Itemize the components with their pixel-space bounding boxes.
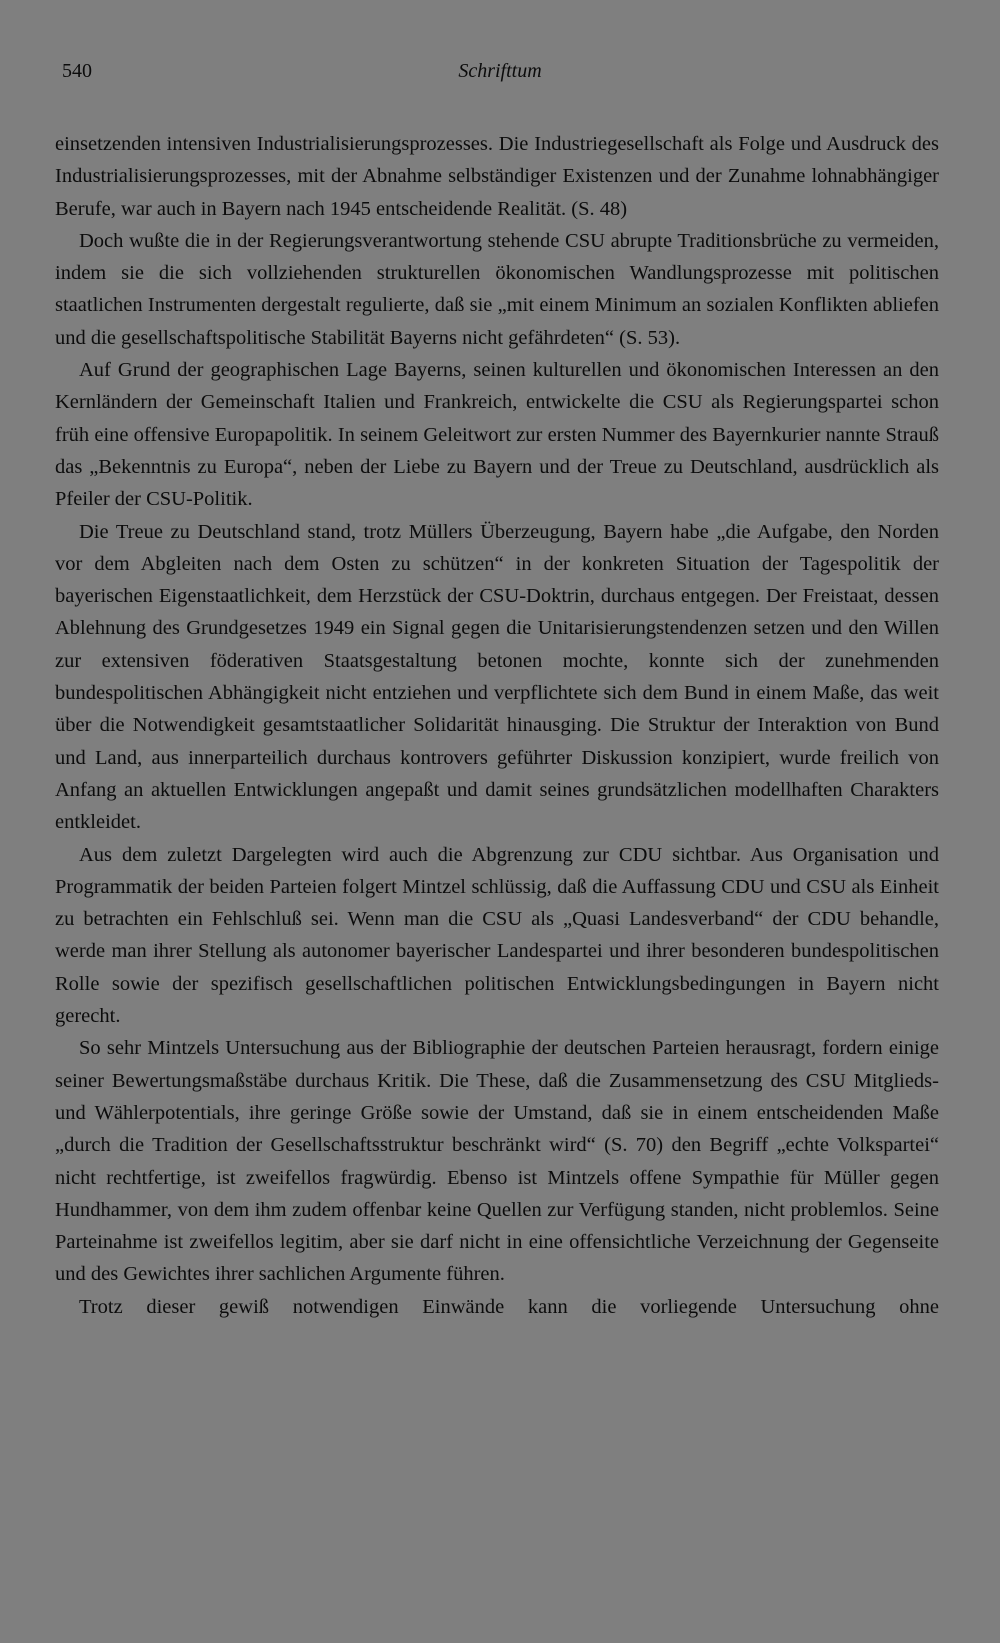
body-text	[55, 128, 939, 1323]
page-header	[62, 60, 938, 90]
paragraph: Aus dem zuletzt Dargelegten wird auch die Abgrenzung zur CDU sichtbar. Aus Organisation und Programmatik der beiden Parteien folgert Mintzel schlüssig, daß die Auffassung CDU und CSU als Einheit zu betrachten ein Fehlschluß sei. Wenn man die CSU als „Quasi Landesverband“ der CDU behandle, werde man ihrer Stellung als autonomer bayerischer Landespartei und ihrer besonderen bundespolitischen Rolle sowie der spezifisch gesellschaftlichen politischen Entwicklungsbedingungen in Bayern nicht gerecht.	[55, 843, 939, 1028]
paragraph: So sehr Mintzels Untersuchung aus der Bibliographie der deutschen Parteien herausragt, fordern einige seiner Bewertungsmaßstäbe durchaus Kritik. Die These, daß die Zusammensetzung des CSU Mitglieds- und Wählerpotentials, ihre geringe Größe sowie der Umstand, daß sie in einem entscheidenden Maße „durch die Tradition der Gesellschaftsstruktur beschränkt wird“ (S. 70) den Begriff „echte Volkspartei“ nicht rechtfertige, ist zweifellos fragwürdig. Ebenso ist Mintzels offene Sympathie für Müller gegen Hundhammer, von dem ihm zudem offenbar keine Quellen zur Verfügung standen, nicht problemlos. Seine Parteinahme ist zweifellos legitim, aber sie darf nicht in eine offensichtliche Verzeichnung der Gegenseite und des Gewichtes ihrer sachlichen Argumente führen.	[55, 1037, 939, 1286]
paragraph: Die Treue zu Deutschland stand, trotz Müllers Überzeugung, Bayern habe „die Aufgabe, den Norden vor dem Abgleiten nach dem Osten zu schützen“ in der konkreten Situation der Tagespolitik der bayerischen Eigenstaatlichkeit, dem Herzstück der CSU-Doktrin, durchaus entgegen. Der Freistaat, dessen Ablehnung des Grundgesetzes 1949 ein Signal gegen die Unitarisierungstendenzen setzen und den Willen zur extensiven föderativen Staatsgestaltung betonen mochte, konnte sich der zunehmenden bundespolitischen Abhängigkeit nicht entziehen und verpflichtete sich dem Bund in einem Maße, das weit über die Notwendigkeit gesamtstaatlicher Solidarität hinausging. Die Struktur der Interaktion von Bund und Land, aus innerparteilich durchaus kontrovers geführter Diskussion konzipiert, wurde freilich von Anfang an aktuellen Entwicklungen angepaßt und damit seines grundsätzlichen modellhaften Charakters entkleidet.	[55, 520, 939, 834]
paragraph: Auf Grund der geographischen Lage Bayerns, seinen kulturellen und ökonomischen Interessen an den Kernländern der Gemeinschaft Italien und Frankreich, entwickelte die CSU als Regierungspartei schon früh eine offensive Europapolitik. In seinem Geleitwort zur ersten Nummer des Bayernkurier nannte Strauß das „Bekenntnis zu Europa“, neben der Liebe zu Bayern und der Treue zu Deutschland, ausdrücklich als Pfeiler der CSU-Politik.	[55, 359, 939, 511]
paragraph: Doch wußte die in der Regierungsverantwortung stehende CSU abrupte Traditionsbrüche zu vermeiden, indem sie die sich vollziehenden strukturellen ökonomischen Wandlungsprozesse mit politischen staatlichen Instrumenten dergestalt regulierte, daß sie „mit einem Minimum an sozialen Konflikten abliefen und die gesellschaftspolitische Stabilität Bayerns nicht gefährdeten“ (S. 53).	[55, 229, 939, 349]
running-head: Schrifttum	[458, 60, 542, 82]
page-number: 540	[62, 60, 92, 82]
paragraph: einsetzenden intensiven Industrialisierungsprozesses. Die Industriegesellschaft als Folge und Ausdruck des Industrialisierungsprozesses, mit der Abnahme selbständiger Existenzen und der Zunahme lohnabhängiger Berufe, war auch in Bayern nach 1945 entscheidende Realität. (S. 48)	[55, 133, 939, 220]
paragraph: Trotz dieser gewiß notwendigen Einwände kann die vorliegende Untersuchung ohne	[79, 1295, 939, 1318]
